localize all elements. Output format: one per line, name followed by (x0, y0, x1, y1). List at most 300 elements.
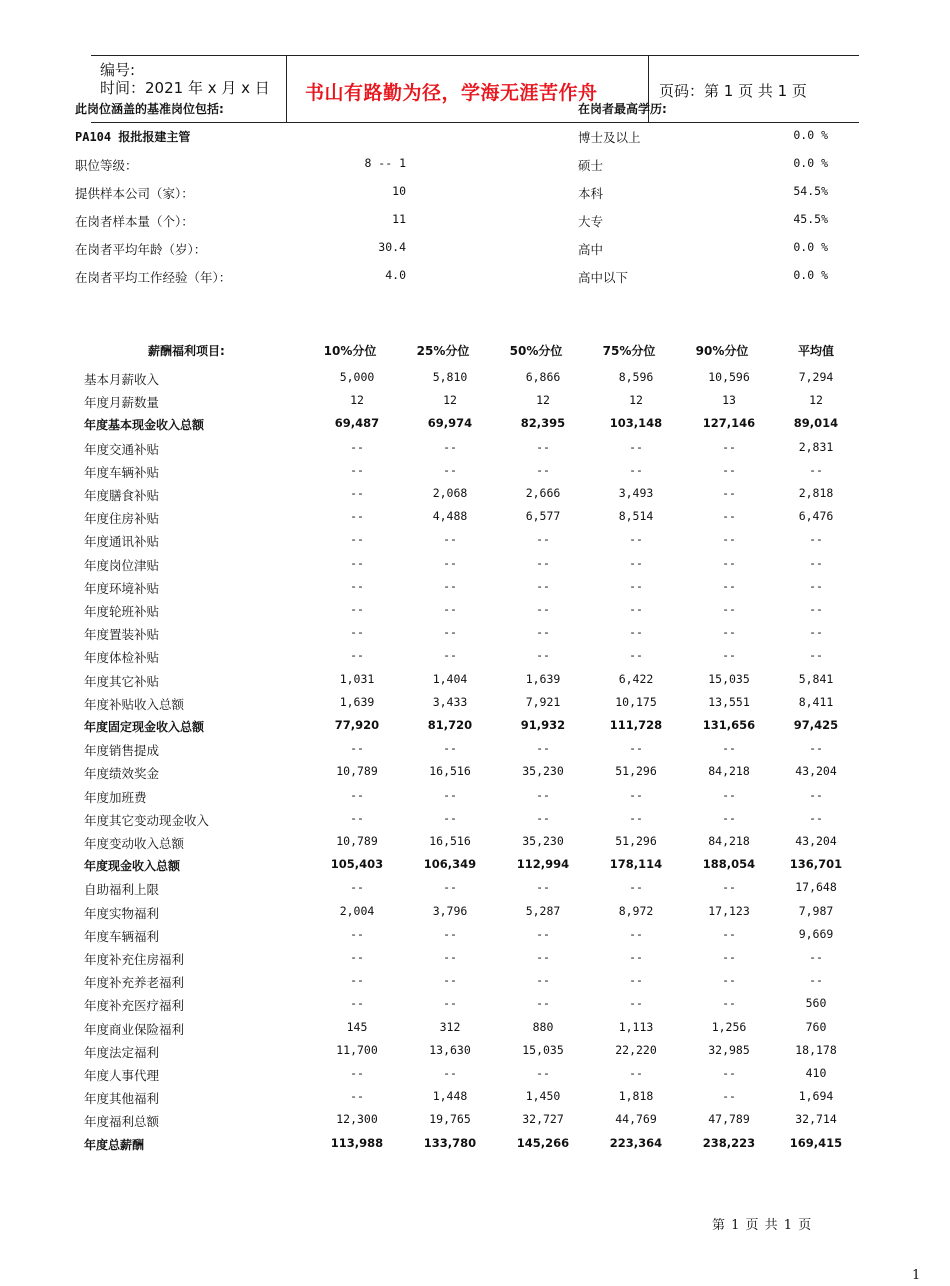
table-cell: 35,230 (522, 764, 564, 779)
table-cell: 13,551 (708, 694, 750, 709)
table-cell: -- (722, 950, 736, 964)
table-row (0, 1089, 950, 1112)
table-cell: -- (350, 439, 364, 454)
row-label: 年度住房补贴 (84, 511, 160, 527)
table-row (0, 904, 950, 927)
time-label: 时间：2021 年 x 月 x 日 (100, 79, 270, 97)
table-cell: 81,720 (427, 718, 473, 732)
table-cell: -- (629, 555, 643, 570)
row-label: 年度人事代理 (84, 1068, 160, 1083)
header-p25: 25%分位 (416, 344, 470, 358)
table-cell: -- (722, 625, 736, 640)
table-cell: 10,789 (336, 764, 378, 779)
info-row (75, 268, 406, 288)
table-cell: -- (350, 625, 364, 640)
table-cell: -- (350, 810, 364, 825)
table-row (0, 509, 950, 532)
table-cell: -- (350, 578, 364, 593)
row-label: 年度补充养老福利 (84, 975, 185, 991)
table-cell: -- (350, 996, 364, 1011)
table-row (0, 1020, 950, 1043)
row-label: 年度其他福利 (84, 1091, 160, 1107)
table-cell: 91,932 (520, 718, 566, 732)
table-cell: -- (809, 787, 823, 802)
header-p90: 90%分位 (695, 344, 749, 358)
row-label: 基本月薪收入 (84, 372, 160, 387)
education-label: 在岗者最高学历: (578, 102, 667, 116)
table-cell: -- (809, 950, 823, 964)
row-label: 年度福利总额 (84, 1114, 160, 1130)
header-average: 平均值 (797, 344, 834, 358)
table-cell: -- (722, 439, 736, 454)
positions-label: 此岗位涵盖的基准岗位包括: (75, 102, 224, 116)
table-cell: 13,630 (429, 1042, 471, 1057)
table-cell: 3,796 (432, 903, 468, 918)
table-row (0, 440, 950, 463)
table-cell: 17,123 (708, 903, 750, 918)
table-cell: -- (809, 741, 823, 756)
table-cell: -- (536, 741, 550, 756)
row-label: 年度置装补贴 (84, 627, 160, 643)
table-cell: 560 (805, 996, 827, 1011)
table-cell: -- (629, 462, 643, 477)
education-value: 0.0 % (793, 268, 828, 282)
table-cell: 1,639 (525, 671, 561, 686)
table-cell: 2,666 (525, 486, 561, 500)
education-row (578, 184, 828, 204)
education-row (578, 212, 828, 232)
table-cell: -- (443, 578, 457, 593)
table-cell: 82,395 (520, 416, 566, 431)
education-label-item: 高中以下 (578, 270, 629, 285)
row-label: 年度其它补贴 (84, 673, 160, 689)
table-cell: -- (809, 648, 823, 663)
table-row (0, 834, 950, 857)
table-cell: 12 (443, 393, 457, 408)
table-cell: 2,831 (798, 439, 834, 454)
table-cell: -- (536, 810, 550, 825)
table-cell: -- (722, 787, 736, 802)
table-cell: 6,866 (525, 370, 561, 384)
table-cell: 133,780 (423, 1135, 477, 1150)
table-cell: 12 (809, 393, 823, 408)
table-cell: -- (629, 578, 643, 593)
table-cell: 35,230 (522, 834, 564, 848)
header-p10: 10%分位 (323, 344, 377, 358)
table-cell: 12,300 (336, 1112, 378, 1127)
table-cell: 16,516 (429, 834, 471, 848)
table-cell: 113,988 (330, 1135, 384, 1150)
info-row (75, 184, 406, 204)
table-cell: 32,985 (708, 1042, 750, 1057)
table-row (0, 463, 950, 486)
row-label: 年度月薪数量 (84, 395, 160, 411)
table-cell: -- (629, 1066, 643, 1080)
table-cell: -- (536, 439, 550, 454)
row-label: 年度其它变动现金收入 (84, 812, 210, 828)
table-cell: 32,714 (795, 1112, 837, 1127)
table-cell: 136,701 (789, 857, 843, 872)
info-value: 4.0 (385, 268, 406, 282)
education-label-item: 硕士 (578, 158, 604, 173)
table-cell: 1,031 (339, 671, 375, 686)
table-cell: 8,972 (618, 903, 654, 918)
table-cell: -- (809, 973, 823, 988)
table-cell: -- (629, 648, 643, 663)
row-label: 年度现金收入总额 (84, 859, 181, 874)
table-cell: -- (443, 973, 457, 988)
table-row (0, 880, 950, 903)
table-cell: -- (536, 950, 550, 964)
table-cell: 10,175 (615, 694, 657, 709)
table-cell: 6,577 (525, 509, 561, 524)
table-cell: -- (629, 973, 643, 988)
table-cell: 8,514 (618, 509, 654, 524)
table-cell: -- (350, 509, 364, 524)
table-cell: 51,296 (615, 764, 657, 779)
table-cell: -- (350, 973, 364, 988)
code-label: 编号: (100, 61, 136, 79)
table-cell: -- (443, 1066, 457, 1080)
table-cell: 1,448 (432, 1089, 468, 1104)
table-cell: -- (443, 555, 457, 570)
table-row (0, 695, 950, 718)
table-cell: 84,218 (708, 834, 750, 848)
table-row (0, 1112, 950, 1135)
table-cell: 10,596 (708, 370, 750, 384)
table-row (0, 718, 950, 741)
table-cell: 43,204 (795, 764, 837, 779)
table-cell: -- (722, 973, 736, 988)
table-cell: 3,433 (432, 694, 468, 709)
table-cell: -- (809, 532, 823, 547)
table-cell: -- (536, 648, 550, 663)
table-cell: 12 (629, 393, 643, 408)
table-row (0, 648, 950, 671)
table-cell: -- (536, 973, 550, 988)
table-cell: 17,648 (795, 880, 837, 895)
table-cell: -- (629, 602, 643, 616)
table-cell: 105,403 (330, 857, 384, 872)
education-label-item: 高中 (578, 242, 604, 257)
table-row (0, 927, 950, 950)
table-cell: 223,364 (609, 1135, 663, 1150)
table-cell: -- (629, 996, 643, 1011)
table-cell: -- (350, 880, 364, 895)
table-row (0, 625, 950, 648)
row-label: 年度车辆福利 (84, 928, 160, 944)
table-cell: 69,974 (427, 416, 473, 431)
table-cell: 1,256 (711, 1019, 747, 1034)
table-cell: -- (809, 578, 823, 593)
table-cell: 22,220 (615, 1042, 657, 1057)
job-title: PA104 报批报建主管 (75, 130, 191, 144)
table-cell: -- (629, 439, 643, 454)
corner-number: 1 (912, 1268, 921, 1283)
table-row (0, 370, 950, 393)
table-cell: -- (443, 950, 457, 964)
table-cell: -- (629, 532, 643, 547)
table-cell: 106,349 (423, 857, 477, 872)
info-label: 在岗者平均年龄（岁）： (75, 242, 207, 257)
table-cell: 1,818 (618, 1089, 654, 1104)
table-cell: -- (722, 741, 736, 756)
table-row (0, 1066, 950, 1089)
row-label: 年度环境补贴 (84, 580, 160, 596)
row-label: 自助福利上限 (84, 882, 160, 898)
table-cell: -- (722, 1089, 736, 1104)
table-header (0, 342, 950, 360)
table-cell: -- (350, 950, 364, 964)
info-value: 8 -- 1 (364, 156, 406, 170)
table-row (0, 973, 950, 996)
table-cell: -- (809, 602, 823, 616)
table-cell: -- (350, 555, 364, 570)
row-label: 年度交通补贴 (84, 441, 160, 457)
table-cell: 43,204 (795, 834, 837, 848)
table-row (0, 416, 950, 439)
table-cell: -- (629, 880, 643, 895)
info-value: 10 (392, 184, 406, 198)
table-row (0, 764, 950, 787)
header-p50: 50%分位 (509, 344, 563, 358)
info-label: 在岗者平均工作经验（年）： (75, 270, 232, 285)
table-cell: 1,694 (798, 1089, 834, 1104)
table-cell: 5,841 (798, 671, 834, 686)
table-row (0, 579, 950, 602)
education-row (578, 240, 828, 260)
table-cell: 5,287 (525, 903, 561, 918)
table-cell: 410 (805, 1066, 827, 1080)
table-cell: -- (722, 532, 736, 547)
table-cell: 127,146 (702, 416, 756, 431)
table-cell: 32,727 (522, 1112, 564, 1127)
table-cell: -- (722, 555, 736, 570)
education-value: 0.0 % (793, 128, 828, 142)
education-value: 54.5% (793, 184, 828, 198)
table-cell: 77,920 (334, 718, 380, 732)
table-cell: 5,000 (339, 370, 375, 384)
table-cell: 760 (805, 1019, 827, 1034)
table-cell: 13 (722, 393, 736, 408)
table-cell: -- (350, 532, 364, 547)
table-row (0, 672, 950, 695)
table-cell: 84,218 (708, 764, 750, 779)
table-cell: 51,296 (615, 834, 657, 848)
table-cell: 15,035 (708, 671, 750, 686)
row-label: 年度通讯补贴 (84, 534, 160, 550)
table-cell: 10,789 (336, 834, 378, 848)
table-cell: 8,596 (618, 370, 654, 384)
table-cell: -- (443, 996, 457, 1011)
table-cell: 15,035 (522, 1042, 564, 1057)
table-cell: -- (536, 625, 550, 640)
education-label-item: 本科 (578, 186, 604, 201)
table-row (0, 811, 950, 834)
table-row (0, 602, 950, 625)
row-label: 年度体检补贴 (84, 650, 160, 666)
table-cell: -- (443, 741, 457, 756)
table-cell: 111,728 (609, 718, 663, 732)
table-cell: 188,054 (702, 857, 756, 872)
table-cell: -- (350, 648, 364, 663)
info-row (75, 240, 406, 260)
table-cell: 1,639 (339, 694, 375, 709)
info-value: 11 (392, 212, 406, 226)
table-cell: -- (629, 787, 643, 802)
table-cell: 2,068 (432, 486, 468, 500)
education-label-item: 博士及以上 (578, 130, 641, 145)
table-cell: -- (722, 880, 736, 895)
row-label: 年度轮班补贴 (84, 604, 160, 619)
table-cell: 2,818 (798, 486, 834, 500)
info-label: 职位等级： (75, 158, 138, 173)
table-cell: -- (629, 926, 643, 941)
table-cell: -- (536, 926, 550, 941)
education-row (578, 268, 828, 288)
row-label: 年度补充住房福利 (84, 952, 185, 967)
row-label: 年度补充医疗福利 (84, 998, 185, 1014)
table-cell: -- (350, 741, 364, 756)
table-row (0, 532, 950, 555)
table-cell: 9,669 (798, 926, 834, 941)
row-label: 年度基本现金收入总额 (84, 418, 205, 433)
table-cell: -- (722, 810, 736, 825)
table-cell: -- (443, 602, 457, 616)
table-row (0, 996, 950, 1019)
header-divider (286, 56, 287, 122)
table-cell: -- (722, 602, 736, 616)
motto: 书山有路勤为径，学海无涯苦作舟 (305, 82, 598, 104)
table-cell: -- (350, 787, 364, 802)
row-label: 年度加班费 (84, 789, 147, 805)
table-cell: -- (629, 741, 643, 756)
table-cell: 880 (532, 1019, 554, 1034)
table-cell: 103,148 (609, 416, 663, 431)
table-cell: -- (443, 625, 457, 640)
table-cell: 8,411 (798, 694, 834, 709)
table-cell: -- (536, 602, 550, 616)
row-label: 年度变动收入总额 (84, 836, 185, 851)
info-label: 提供样本公司（家）： (75, 186, 194, 201)
table-cell: 12 (350, 393, 364, 408)
table-cell: 97,425 (793, 718, 839, 732)
table-cell: -- (536, 555, 550, 570)
education-value: 45.5% (793, 212, 828, 226)
table-cell: -- (722, 648, 736, 663)
table-cell: 7,294 (798, 370, 834, 384)
table-cell: -- (443, 532, 457, 547)
table-cell: -- (443, 787, 457, 802)
header-p75: 75%分位 (602, 344, 656, 358)
table-cell: 1,113 (618, 1019, 654, 1034)
table-cell: 89,014 (793, 416, 839, 431)
table-row (0, 1136, 950, 1159)
table-cell: -- (443, 648, 457, 663)
table-cell: 1,450 (525, 1089, 561, 1104)
table-cell: -- (443, 462, 457, 477)
table-row (0, 788, 950, 811)
table-cell: 12 (536, 393, 550, 408)
table-cell: 112,994 (516, 857, 570, 872)
table-cell: -- (350, 926, 364, 941)
table-cell: 4,488 (432, 509, 468, 524)
table-cell: 5,810 (432, 370, 468, 384)
table-row (0, 486, 950, 509)
table-cell: 44,769 (615, 1112, 657, 1127)
table-cell: 312 (439, 1019, 461, 1034)
table-cell: -- (350, 1066, 364, 1080)
table-cell: 238,223 (702, 1135, 756, 1150)
table-cell: -- (443, 810, 457, 825)
table-cell: 131,656 (702, 718, 756, 732)
table-cell: -- (350, 462, 364, 477)
table-cell: -- (536, 462, 550, 477)
table-row (0, 741, 950, 764)
table-cell: -- (536, 880, 550, 895)
table-cell: 145,266 (516, 1135, 570, 1150)
table-cell: -- (350, 486, 364, 500)
table-cell: -- (722, 486, 736, 500)
table-cell: -- (809, 810, 823, 825)
table-row (0, 393, 950, 416)
table-cell: 6,476 (798, 509, 834, 524)
table-cell: -- (536, 578, 550, 593)
row-label: 年度固定现金收入总额 (84, 720, 205, 734)
education-value: 0.0 % (793, 240, 828, 254)
table-cell: -- (722, 926, 736, 941)
table-row (0, 857, 950, 880)
education-row (578, 156, 828, 176)
education-row (578, 128, 828, 148)
row-label: 年度车辆补贴 (84, 464, 160, 480)
education-value: 0.0 % (793, 156, 828, 170)
table-cell: 3,493 (618, 486, 654, 500)
table-row (0, 950, 950, 973)
table-cell: -- (536, 532, 550, 547)
table-cell: 178,114 (609, 857, 663, 872)
table-cell: -- (536, 996, 550, 1011)
table-cell: 2,004 (339, 903, 375, 918)
row-label: 年度岗位津贴 (84, 557, 160, 573)
info-value: 30.4 (378, 240, 406, 254)
table-cell: 7,921 (525, 694, 561, 709)
row-label: 年度销售提成 (84, 743, 160, 759)
table-cell: -- (809, 462, 823, 477)
table-cell: -- (809, 555, 823, 570)
table-cell: 69,487 (334, 416, 380, 431)
table-cell: 16,516 (429, 764, 471, 779)
table-cell: -- (722, 1066, 736, 1080)
table-cell: -- (722, 996, 736, 1011)
row-label: 年度膳食补贴 (84, 488, 160, 503)
table-cell: -- (809, 625, 823, 640)
table-cell: -- (350, 1089, 364, 1104)
row-label: 年度补贴收入总额 (84, 696, 185, 712)
table-cell: -- (629, 625, 643, 640)
table-cell: -- (536, 787, 550, 802)
table-cell: 19,765 (429, 1112, 471, 1127)
table-cell: 18,178 (795, 1042, 837, 1057)
table-cell: -- (722, 509, 736, 524)
table-cell: -- (350, 602, 364, 616)
table-cell: -- (629, 810, 643, 825)
table-cell: 47,789 (708, 1112, 750, 1127)
table-cell: -- (629, 950, 643, 964)
row-label: 年度法定福利 (84, 1044, 160, 1060)
info-row (75, 212, 406, 232)
table-cell: -- (722, 462, 736, 477)
